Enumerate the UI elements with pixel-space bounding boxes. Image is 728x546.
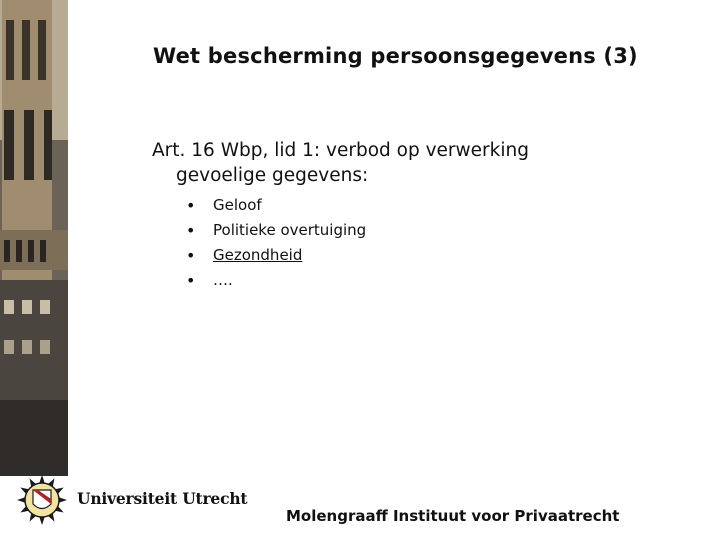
- university-name: Universiteit Utrecht: [77, 489, 248, 508]
- paragraph-line-2: gevoelige gegevens:: [176, 165, 369, 186]
- bullet-label: Geloof: [213, 196, 262, 214]
- institute-name: Molengraaff Instituut voor Privaatrecht: [286, 507, 620, 525]
- sensitive-data-list: [186, 193, 366, 293]
- bullet-label: ….: [213, 271, 233, 289]
- paragraph-line-1: Art. 16 Wbp, lid 1: verbod op verwerking: [152, 140, 529, 161]
- list-item: [186, 268, 366, 293]
- list-item: [186, 218, 366, 243]
- gezondheid-link[interactable]: Gezondheid: [213, 246, 303, 264]
- dom-tower-photo: [0, 0, 68, 476]
- bullet-label: Politieke overtuiging: [213, 221, 367, 239]
- slide-title: Wet bescherming persoonsgegevens (3): [153, 44, 638, 68]
- article-paragraph: [152, 138, 592, 188]
- list-item: [186, 243, 366, 268]
- list-item: [186, 193, 366, 218]
